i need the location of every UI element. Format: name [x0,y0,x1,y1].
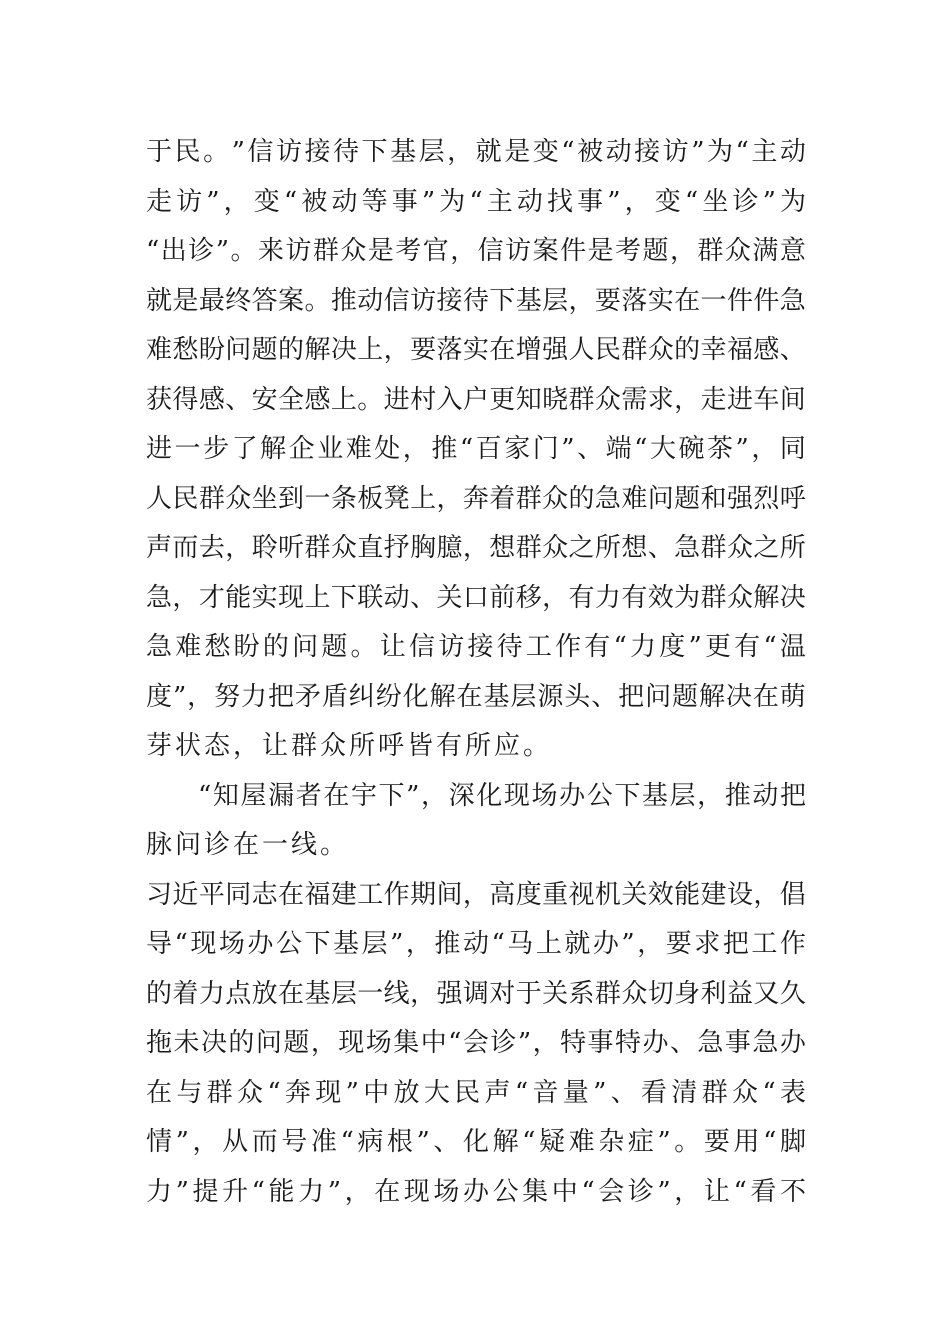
text-line: 拖 未 决 的 问 题 ， 现 场 集 中 “ 会 诊 ” ， 特 事 特 办 、 急 事 急 办 [146,1028,806,1058]
text-line: 声 而 去 ， 聆 听 群 众 直 抒 胸 臆 ， 想 群 众 之 所 想 、 急 群 众 之 所 [146,533,806,563]
text-line: 人 民 群 众 坐 到 一 条 板 凳 上 ， 奔 着 群 众 的 急 难 问 题 和 强 烈 呼 [146,483,806,514]
text-line: 导 “ 现 场 办 公 下 基 层 ” ， 推 动 “ 马 上 就 办 ” ， 要 求 把 工 作 [146,929,806,959]
text-line: 脉问诊在一线。 [146,830,350,860]
text-line: 急 ， 才 能 实 现 上 下 联 动 、 关 口 前 移 ， 有 力 有 效 为 群 众 解 决 [146,582,806,613]
text-line: 进 一 步 了 解 企 业 难 处 ， 推 “ 百 家 门 ” 、 端 “ 大 碗 茶 ” ， 同 [146,434,806,464]
document-body [146,128,806,1217]
text-line: 难 愁 盼 问 题 的 解 决 上 ， 要 落 实 在 增 强 人 民 群 众 的 幸 福 感 、 [146,335,806,365]
text-line: 走 访 ” ， 变 “ 被 动 等 事 ” 为 “ 主 动 找 事 ” ， 变 “ 坐 诊 ” 为 [146,186,806,217]
text-line: 急 难 愁 盼 的 问 题 。 让 信 访 接 待 工 作 有 “ 力 度 ” 更 有 “ 温 [146,632,806,662]
text-line: 情 ” ， 从 而 号 准 “ 病 根 ” 、 化 解 “ 疑 难 杂 症 ” 。 要 用 “ 脚 [146,1127,806,1157]
text-line: 就 是 最 终 答 案 。 推 动 信 访 接 待 下 基 层 ， 要 落 实 在 一 件 件 急 [146,285,806,316]
text-line: 习 近 平 同 志 在 福 建 工 作 期 间 ， 高 度 重 视 机 关 效 能 建 设 ， 倡 [146,879,806,910]
text-line: 的 着 力 点 放 在 基 层 一 线 ， 强 调 对 于 关 系 群 众 切 身 利 益 又 久 [146,978,806,1009]
text-line: 获 得 感 、 安 全 感 上 。 进 村 入 户 更 知 晓 群 众 需 求 ， 走 进 车 间 [146,384,806,415]
text-line: 度 ” ， 努 力 把 矛 盾 纠 纷 化 解 在 基 层 源 头 、 把 问 题 解 决 在 萌 [146,681,806,712]
text-line: 于 民 。 ” 信 访 接 待 下 基 层 ， 就 是 变 “ 被 动 接 访 ” 为 “ 主 动 [146,137,806,167]
text-line: 芽状态，让群众所呼皆有所应。 [146,731,553,761]
text-line: 力 ” 提 升 “ 能 力 ” ， 在 现 场 办 公 集 中 “ 会 诊 ” ， 让 “ 看 不 [146,1176,806,1207]
text-line: “ 知 屋 漏 者 在 宇 下 ” ， 深 化 现 场 办 公 下 基 层 ， 推 动 把 [198,780,806,811]
text-line: 在 与 群 众 “ 奔 现 ” 中 放 大 民 声 “ 音 量 ” 、 看 清 群 众 “ 表 [146,1077,806,1108]
text-line: “ 出 诊 ” 。 来 访 群 众 是 考 官 ， 信 访 案 件 是 考 题 ， 群 众 满 意 [146,236,806,266]
